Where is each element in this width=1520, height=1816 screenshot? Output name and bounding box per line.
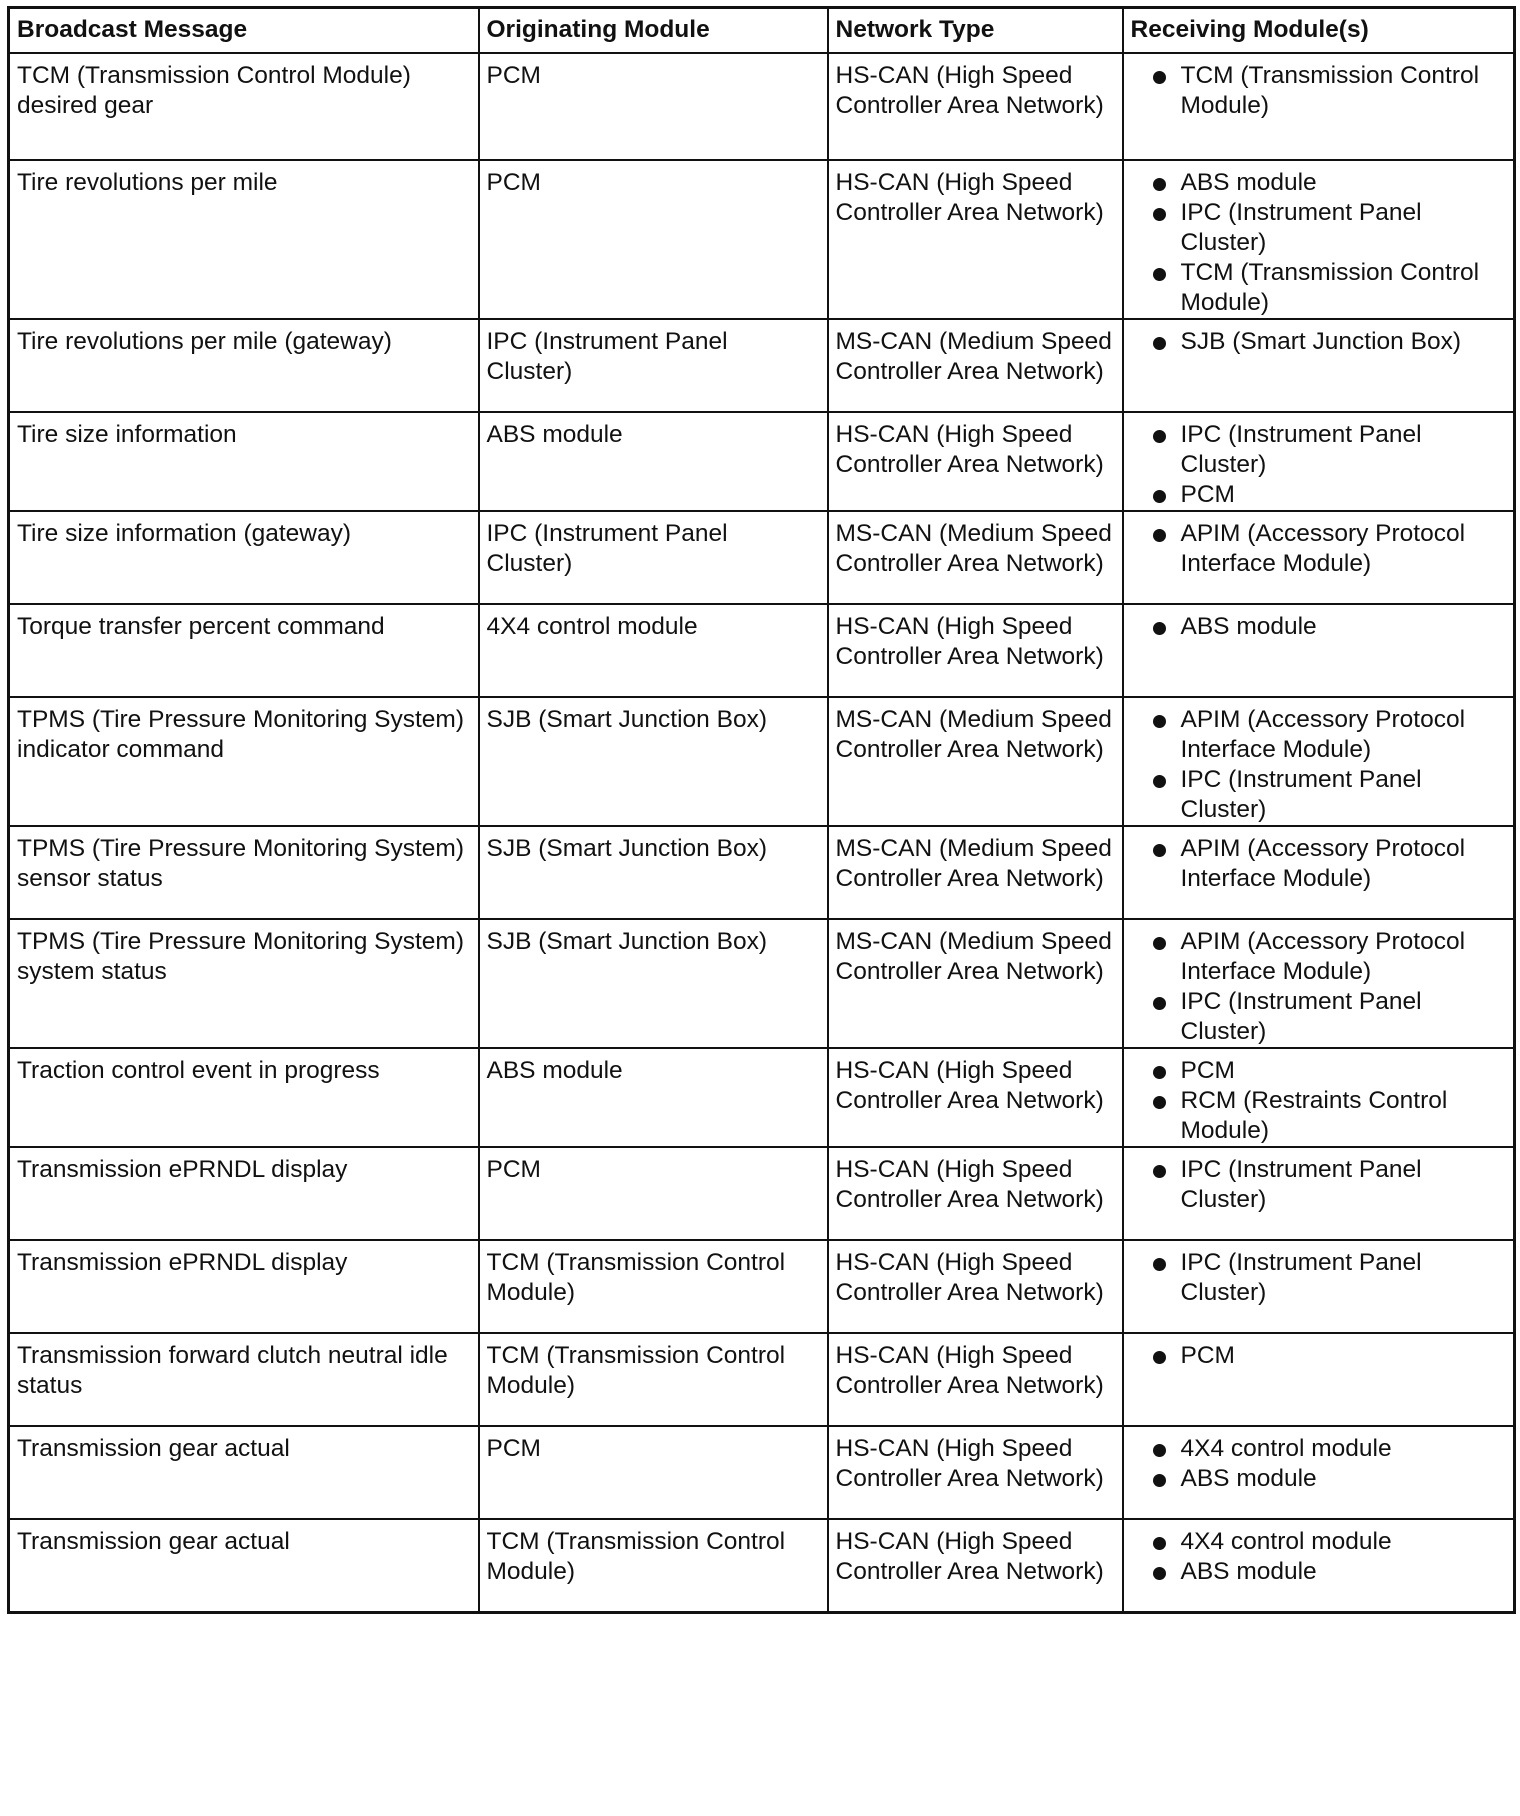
receiving-module-item: IPC (Instrument Panel Cluster) [1131, 1248, 1507, 1308]
network-type-cell: MS-CAN (Medium Speed Controller Area Network) [828, 319, 1123, 412]
receiving-module-list [1131, 927, 1507, 1047]
receiving-modules-cell [1123, 160, 1515, 319]
receiving-module-list [1131, 834, 1507, 894]
header-broadcast-message: Broadcast Message [9, 8, 479, 54]
table-row [9, 53, 1515, 160]
receiving-modules-cell [1123, 1147, 1515, 1240]
message-cell: Tire revolutions per mile (gateway) [9, 319, 479, 412]
receiving-module-list [1131, 1248, 1507, 1308]
originating-module-cell: IPC (Instrument Panel Cluster) [479, 319, 828, 412]
document-page [7, 6, 1516, 1614]
table-row [9, 604, 1515, 697]
network-type-cell: HS-CAN (High Speed Controller Area Network) [828, 604, 1123, 697]
table-row [9, 919, 1515, 1048]
network-type-cell: MS-CAN (Medium Speed Controller Area Network) [828, 511, 1123, 604]
network-type-cell: MS-CAN (Medium Speed Controller Area Network) [828, 919, 1123, 1048]
network-type-cell: HS-CAN (High Speed Controller Area Network) [828, 1333, 1123, 1426]
originating-module-cell: ABS module [479, 1048, 828, 1147]
receiving-modules-cell [1123, 1519, 1515, 1612]
table-row [9, 319, 1515, 412]
table-row [9, 412, 1515, 511]
network-type-cell: MS-CAN (Medium Speed Controller Area Network) [828, 697, 1123, 826]
network-type-cell: HS-CAN (High Speed Controller Area Network) [828, 1048, 1123, 1147]
message-cell: Transmission ePRNDL display [9, 1147, 479, 1240]
originating-module-cell: PCM [479, 53, 828, 160]
message-cell: Tire size information (gateway) [9, 511, 479, 604]
message-cell: Tire size information [9, 412, 479, 511]
table-row [9, 1333, 1515, 1426]
message-cell: Transmission ePRNDL display [9, 1240, 479, 1333]
message-cell: TPMS (Tire Pressure Monitoring System) sensor status [9, 826, 479, 919]
receiving-module-list [1131, 1056, 1507, 1146]
receiving-module-list [1131, 61, 1507, 121]
message-cell: Transmission gear actual [9, 1519, 479, 1612]
originating-module-cell: TCM (Transmission Control Module) [479, 1519, 828, 1612]
receiving-module-list [1131, 168, 1507, 318]
header-receiving-modules: Receiving Module(s) [1123, 8, 1515, 54]
receiving-module-list [1131, 327, 1507, 357]
originating-module-cell: ABS module [479, 412, 828, 511]
receiving-module-list [1131, 705, 1507, 825]
receiving-module-item: IPC (Instrument Panel Cluster) [1131, 1155, 1507, 1215]
table-row [9, 826, 1515, 919]
receiving-module-item: ABS module [1131, 1464, 1507, 1494]
network-type-cell: HS-CAN (High Speed Controller Area Network) [828, 160, 1123, 319]
receiving-module-item: ABS module [1131, 1557, 1507, 1587]
receiving-module-item: IPC (Instrument Panel Cluster) [1131, 198, 1507, 258]
message-cell: TPMS (Tire Pressure Monitoring System) system status [9, 919, 479, 1048]
originating-module-cell: SJB (Smart Junction Box) [479, 697, 828, 826]
receiving-module-item: IPC (Instrument Panel Cluster) [1131, 765, 1507, 825]
originating-module-cell: PCM [479, 1426, 828, 1519]
receiving-modules-cell [1123, 412, 1515, 511]
network-type-cell: HS-CAN (High Speed Controller Area Network) [828, 1519, 1123, 1612]
receiving-module-list [1131, 519, 1507, 579]
network-type-cell: HS-CAN (High Speed Controller Area Network) [828, 53, 1123, 160]
receiving-modules-cell [1123, 1240, 1515, 1333]
header-originating-module: Originating Module [479, 8, 828, 54]
receiving-modules-cell [1123, 604, 1515, 697]
table-row [9, 1147, 1515, 1240]
message-cell: Transmission gear actual [9, 1426, 479, 1519]
receiving-module-item: PCM [1131, 1056, 1507, 1086]
table-row [9, 1048, 1515, 1147]
network-type-cell: HS-CAN (High Speed Controller Area Network) [828, 1426, 1123, 1519]
receiving-module-item: PCM [1131, 480, 1507, 510]
receiving-module-list [1131, 1527, 1507, 1587]
message-cell: TCM (Transmission Control Module) desired gear [9, 53, 479, 160]
receiving-module-item: TCM (Transmission Control Module) [1131, 258, 1507, 318]
table-row [9, 1519, 1515, 1612]
receiving-module-list [1131, 612, 1507, 642]
receiving-modules-cell [1123, 511, 1515, 604]
table-row [9, 160, 1515, 319]
receiving-module-item: APIM (Accessory Protocol Interface Module) [1131, 705, 1507, 765]
receiving-modules-cell [1123, 1426, 1515, 1519]
originating-module-cell: PCM [479, 1147, 828, 1240]
receiving-module-item: ABS module [1131, 612, 1507, 642]
receiving-module-item: APIM (Accessory Protocol Interface Module) [1131, 519, 1507, 579]
receiving-modules-cell [1123, 53, 1515, 160]
table-row [9, 1240, 1515, 1333]
receiving-modules-cell [1123, 826, 1515, 919]
network-type-cell: HS-CAN (High Speed Controller Area Network) [828, 412, 1123, 511]
header-network-type: Network Type [828, 8, 1123, 54]
originating-module-cell: TCM (Transmission Control Module) [479, 1240, 828, 1333]
originating-module-cell: SJB (Smart Junction Box) [479, 826, 828, 919]
receiving-module-item: SJB (Smart Junction Box) [1131, 327, 1507, 357]
message-cell: Torque transfer percent command [9, 604, 479, 697]
originating-module-cell: PCM [479, 160, 828, 319]
message-cell: Traction control event in progress [9, 1048, 479, 1147]
network-type-cell: HS-CAN (High Speed Controller Area Network) [828, 1240, 1123, 1333]
receiving-module-item: APIM (Accessory Protocol Interface Module) [1131, 834, 1507, 894]
originating-module-cell: TCM (Transmission Control Module) [479, 1333, 828, 1426]
table-header-row [9, 8, 1515, 54]
receiving-modules-cell [1123, 1333, 1515, 1426]
receiving-modules-cell [1123, 1048, 1515, 1147]
message-cell: Tire revolutions per mile [9, 160, 479, 319]
table-row [9, 697, 1515, 826]
message-cell: TPMS (Tire Pressure Monitoring System) indicator command [9, 697, 479, 826]
receiving-module-list [1131, 1434, 1507, 1494]
receiving-module-item: 4X4 control module [1131, 1527, 1507, 1557]
receiving-module-item: APIM (Accessory Protocol Interface Module) [1131, 927, 1507, 987]
table-row [9, 1426, 1515, 1519]
receiving-module-item: IPC (Instrument Panel Cluster) [1131, 420, 1507, 480]
originating-module-cell: SJB (Smart Junction Box) [479, 919, 828, 1048]
originating-module-cell: IPC (Instrument Panel Cluster) [479, 511, 828, 604]
receiving-module-item: TCM (Transmission Control Module) [1131, 61, 1507, 121]
table-body [9, 53, 1515, 1612]
receiving-module-list [1131, 1155, 1507, 1215]
message-cell: Transmission forward clutch neutral idle status [9, 1333, 479, 1426]
network-type-cell: HS-CAN (High Speed Controller Area Network) [828, 1147, 1123, 1240]
receiving-modules-cell [1123, 697, 1515, 826]
receiving-modules-cell [1123, 319, 1515, 412]
receiving-modules-cell [1123, 919, 1515, 1048]
network-type-cell: MS-CAN (Medium Speed Controller Area Network) [828, 826, 1123, 919]
receiving-module-item: ABS module [1131, 168, 1507, 198]
broadcast-message-table [7, 6, 1516, 1614]
receiving-module-list [1131, 420, 1507, 510]
originating-module-cell: 4X4 control module [479, 604, 828, 697]
table-row [9, 511, 1515, 604]
receiving-module-item: IPC (Instrument Panel Cluster) [1131, 987, 1507, 1047]
receiving-module-item: 4X4 control module [1131, 1434, 1507, 1464]
receiving-module-item: RCM (Restraints Control Module) [1131, 1086, 1507, 1146]
receiving-module-item: PCM [1131, 1341, 1507, 1371]
receiving-module-list [1131, 1341, 1507, 1371]
